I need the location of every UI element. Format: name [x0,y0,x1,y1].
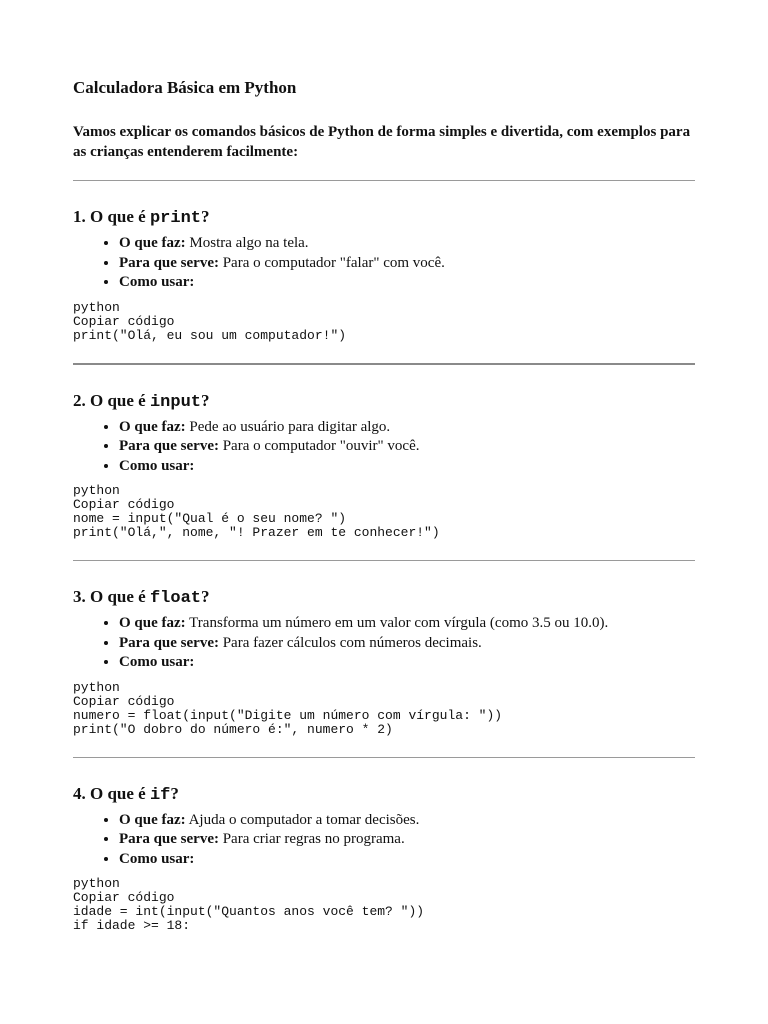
section-heading [73,206,695,230]
list-item-what [119,614,695,634]
usage-label: Como usar: [119,654,195,670]
what-text: Ajuda o computador a tomar decisões. [185,811,420,828]
purpose-text: Para criar regras no programa. [218,831,405,847]
usage-label: Como usar: [119,274,195,290]
list-item-purpose [119,634,695,654]
keyword-code: if [149,785,171,805]
heading-prefix: 3. O que é [73,587,150,606]
code-block: python Copiar código nome = input("Qual é o seu nome? ") print("Olá,", nome, "! Prazer em te conhecer!") [73,483,440,540]
list-item-what [119,234,695,254]
list-item-purpose [119,830,695,850]
purpose-label: Para que serve: [119,634,219,651]
purpose-label: Para que serve: [119,254,219,271]
document-page [73,78,695,933]
heading-suffix: ? [201,207,210,226]
keyword-code: print [149,209,201,228]
usage-label: Como usar: [119,850,195,867]
heading-suffix: ? [201,390,210,410]
what-label: O que faz: [119,615,186,631]
list-item-what [119,811,695,831]
list-item-usage [119,653,695,673]
bullet-list [73,811,695,870]
purpose-label: Para que serve: [119,438,219,454]
heading-suffix: ? [170,783,179,803]
bullet-list [73,234,695,293]
section-heading [73,586,695,610]
list-item-usage [119,457,695,477]
section-heading [73,390,695,414]
purpose-text: Para o computador "falar" com você. [218,254,445,271]
bullet-list [73,614,695,673]
what-text: Mostra algo na tela. [185,235,309,251]
keyword-code: input [149,392,201,412]
section-if [73,758,695,934]
code-block: python Copiar código print("Olá, eu sou um computador!") [73,299,347,343]
purpose-text: Para o computador "ouvir" você. [218,438,420,454]
intro-paragraph: Vamos explicar os comandos básicos de Python de forma simples e divertida, com exemplos para as crianças entenderem facilmente: [73,124,691,160]
what-text: Pede ao usuário para digitar algo. [185,418,391,435]
code-block: python Copiar código numero = float(input("Digite um número com vírgula: ")) print("O dobro do número é:", numero * 2) [73,679,503,737]
what-label: O que faz: [119,235,186,251]
what-label: O que faz: [119,811,186,828]
list-item-usage [119,850,695,870]
heading-suffix: ? [201,587,210,606]
heading-prefix: 2. O que é [73,390,150,410]
heading-prefix: 4. O que é [73,783,150,803]
bullet-list [73,418,695,477]
usage-label: Como usar: [119,457,195,474]
purpose-label: Para que serve: [119,831,219,847]
what-label: O que faz: [119,418,186,435]
purpose-text: Para fazer cálculos com números decimais. [218,634,482,651]
list-item-what [119,418,695,438]
document-title: Calculadora Básica em Python [73,78,297,97]
list-item-purpose [119,254,695,274]
keyword-code: float [149,589,201,608]
section-float [73,561,695,737]
what-text: Transforma um número em um valor com vírgula (como 3.5 ou 10.0). [185,615,609,631]
list-item-usage [119,273,695,293]
heading-prefix: 1. O que é [73,207,150,226]
list-item-purpose [119,437,695,457]
code-block: python Copiar código idade = int(input("Quantos anos você tem? ")) if idade >= 18: [73,876,425,933]
section-heading [73,783,695,807]
section-print [73,181,695,343]
section-input [73,365,695,541]
